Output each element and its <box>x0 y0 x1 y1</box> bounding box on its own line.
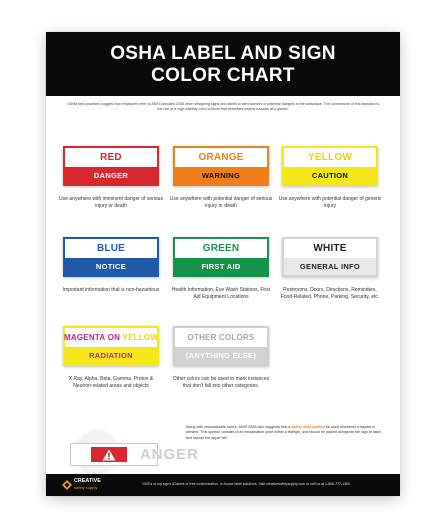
label-name: RED <box>100 152 122 163</box>
label-band: CAUTION <box>284 167 376 184</box>
label-name: ORANGE <box>198 152 244 163</box>
label-band: DANGER <box>65 167 157 184</box>
label-yellow <box>282 146 378 186</box>
card-description: Health Information, Eye Wash Stations, First Aid Equipment Locations <box>171 287 271 300</box>
label-band: (ANYTHING ELSE) <box>175 347 267 364</box>
label-name-part: ON <box>105 333 123 342</box>
danger-label <box>70 443 200 466</box>
card-description: Other colors can be used to mark instances that don't fall into other categories. <box>172 376 270 389</box>
label-name: BLUE <box>96 243 126 254</box>
brand-sub: safety supply <box>74 484 98 490</box>
label-other <box>173 326 269 366</box>
label-white <box>282 237 378 277</box>
color-chart-sheet <box>46 32 400 496</box>
label-name <box>65 328 157 347</box>
label-blue <box>63 237 159 277</box>
footer-text: 1000's of top signs & labels or free customization. In-house label solutions. Visit creativesafetysupply.com or call us at 1-866-777-1360 <box>142 482 350 486</box>
card-description: X Ray, Alpha, Beta, Gamma, Proton & Neutron-related areas and objects <box>68 376 154 389</box>
card-description: Restrooms, Doors, Directions, Reminders, Food-Related, Phone, Parking, Security, etc. <box>280 287 380 300</box>
card-description: Use anywhere with potential danger of serious injury or death <box>169 196 273 209</box>
note-highlight: safety alert symbol <box>291 425 325 429</box>
label-name: YELLOW <box>308 152 352 163</box>
logo-icon <box>62 480 72 490</box>
label-orange <box>173 146 269 186</box>
danger-word <box>128 446 199 463</box>
footer <box>46 474 400 496</box>
label-band: GENERAL INFO <box>284 258 376 275</box>
danger-fill <box>91 447 127 462</box>
warning-triangle-icon <box>102 449 116 461</box>
card-description: Important information that is non-hazardous <box>62 287 160 293</box>
label-band: WARNING <box>175 167 267 184</box>
danger-word-rest: ANGER <box>139 446 200 463</box>
brand-name: CREATIVE <box>74 478 101 484</box>
title-line-2: COLOR CHART <box>151 65 295 86</box>
card-description: Use anywhere with potential danger of generic injury <box>278 196 382 209</box>
label-red <box>63 146 159 186</box>
label-name-part: YELLOW <box>122 333 158 342</box>
label-name: GREEN <box>202 243 240 254</box>
label-magenta-on-yellow <box>63 326 159 366</box>
label-band: RADIATION <box>65 347 157 364</box>
label-name: WHITE <box>313 243 347 254</box>
brand-logo <box>74 479 101 490</box>
label-band: NOTICE <box>65 258 157 275</box>
safety-alert-note <box>186 425 386 441</box>
intro-text: OSHA best practices suggest that employers refer to ANSI standard Z535 when designing signs and labels to alert workers of potential dangers in the workplace. The cornerstone of this standard is the use of a high-visibility color scheme that describes nearby hazards at a glance. <box>66 102 380 112</box>
note-text: be used whenever a hazard is present. This symbol consists of an exclamation point within a triangle, and should be placed alongside the sign or label text toward the upper left. <box>186 425 381 440</box>
label-name-part: MAGENTA <box>64 333 106 342</box>
title-line-1: OSHA LABEL AND SIGN <box>110 43 336 64</box>
label-band: FIRST AID <box>175 258 267 275</box>
header <box>46 32 400 96</box>
danger-word-first: D <box>128 446 140 463</box>
label-name: OTHER COLORS <box>187 333 255 342</box>
danger-example <box>64 440 214 468</box>
card-description: Use anywhere with imminent danger of serious injury or death <box>59 196 163 209</box>
note-text: Along with unmistakable colors, ANSI Z535 also suggests that a <box>186 425 291 429</box>
label-green <box>173 237 269 277</box>
